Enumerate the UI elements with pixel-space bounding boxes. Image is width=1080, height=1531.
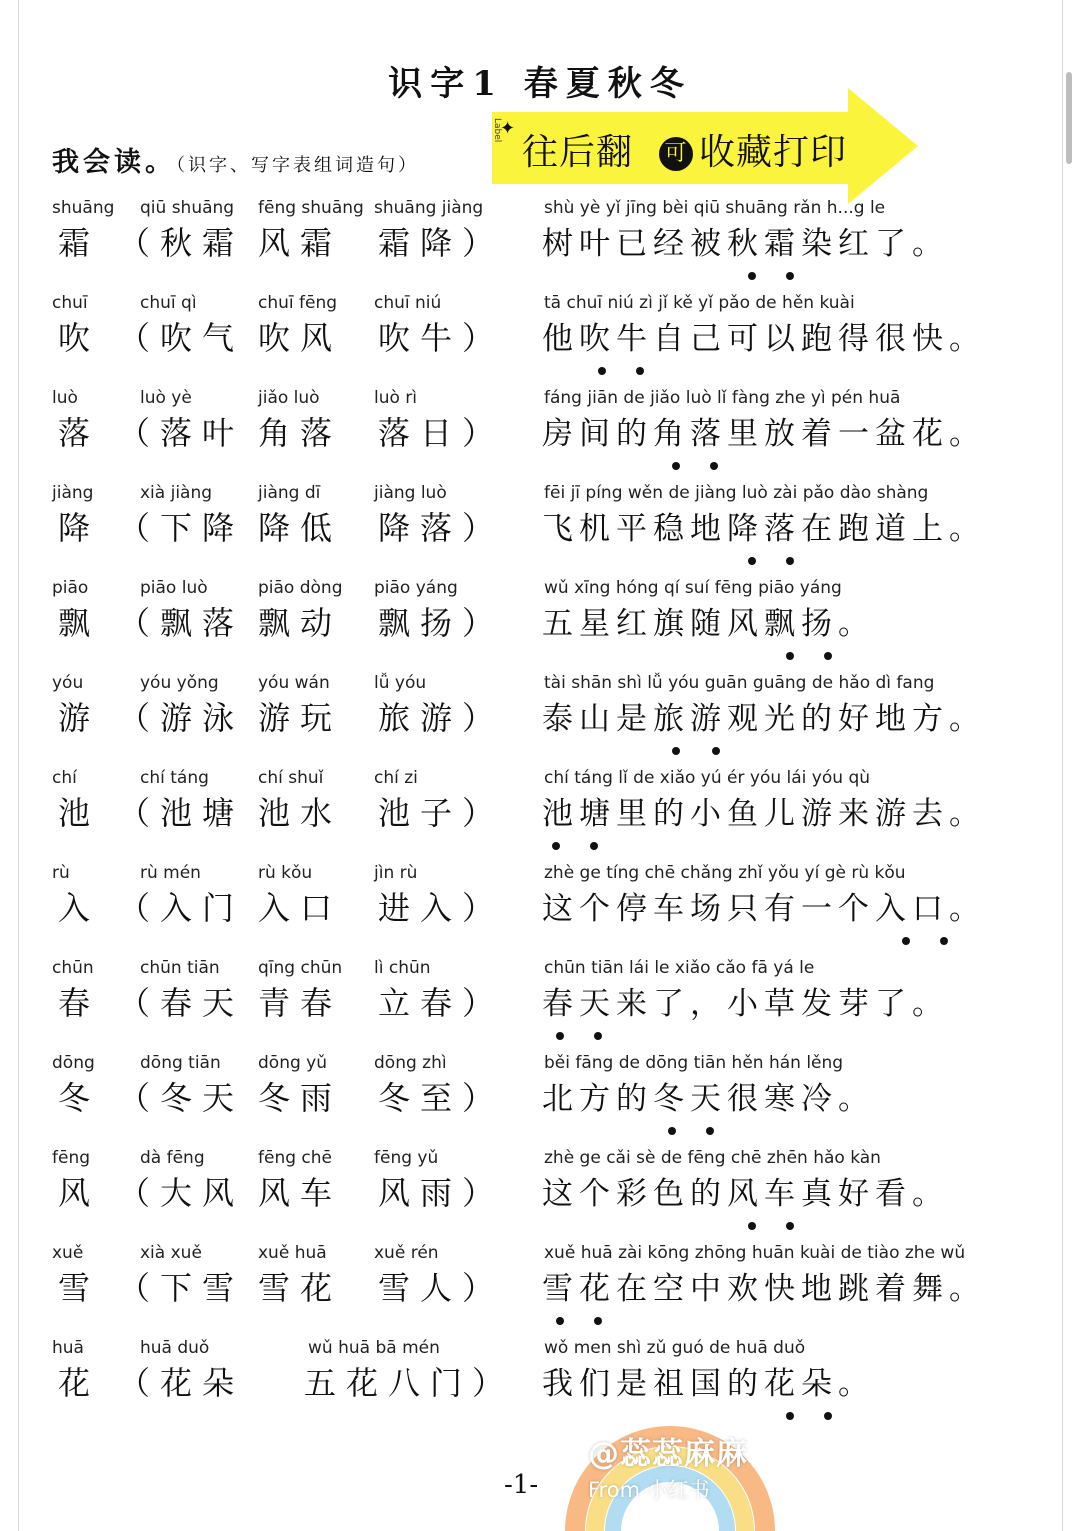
sentence-pinyin: běi fāng de dōng tiān hěn hán lěng	[544, 1053, 844, 1073]
word: 冬雨	[258, 1079, 343, 1117]
word: （游泳	[118, 699, 245, 737]
vocab-row	[0, 578, 1080, 670]
sentence-pinyin: zhè ge cǎi sè de fēng chē zhēn hǎo kàn	[544, 1148, 881, 1168]
target-character: 霜	[58, 224, 101, 262]
word-pinyin: chuī niú	[374, 293, 442, 313]
emphasis-dot	[786, 557, 794, 565]
sentence-pinyin: xuě huā zài kōng zhōng huān kuài de tiào zhe wǔ	[544, 1243, 966, 1263]
word: （大风	[118, 1174, 245, 1212]
banner-arrow-icon	[848, 88, 918, 204]
label-tag: Label	[492, 118, 502, 143]
word: 旅游）	[378, 699, 505, 737]
word: 飘动	[258, 604, 343, 642]
promo-banner[interactable]	[492, 88, 932, 204]
banner-text	[522, 124, 847, 175]
sentence-pinyin: chí táng lǐ de xiǎo yú ér yóu lái yóu qù	[544, 768, 871, 788]
word-pinyin: xià jiàng	[140, 483, 213, 503]
example-sentence: 五星红旗随风飘扬。	[542, 606, 875, 642]
emphasis-dot	[710, 462, 718, 470]
target-character: 风	[58, 1174, 101, 1212]
word: （飘落	[118, 604, 245, 642]
word-pinyin: qīng chūn	[258, 958, 343, 978]
vocab-row	[0, 1148, 1080, 1240]
word-pinyin: yóu yǒng	[140, 673, 219, 693]
target-character: 雪	[58, 1269, 101, 1307]
word: 风车	[258, 1174, 343, 1212]
emphasis-dot	[786, 652, 794, 660]
sentence-pinyin: fáng jiān de jiǎo luò lǐ fàng zhe yì pén huā	[544, 388, 901, 408]
word: （冬天	[118, 1079, 245, 1117]
emphasis-dot	[712, 747, 720, 755]
word: 吹风	[258, 319, 343, 357]
watermark-source: From 小红书	[588, 1478, 710, 1502]
word-pinyin: luò rì	[374, 388, 418, 408]
target-character: 游	[58, 699, 101, 737]
word: （春天	[118, 984, 245, 1022]
vocab-row	[0, 198, 1080, 290]
word: （下雪	[118, 1269, 245, 1307]
char-pinyin: chuī	[52, 293, 88, 313]
word-pinyin: dōng tiān	[140, 1053, 221, 1073]
sentence-pinyin: shù yè yǐ jīng bèi qiū shuāng rǎn h...g le	[544, 198, 886, 218]
word-pinyin: huā duǒ	[140, 1338, 210, 1358]
sentence-pinyin: zhè ge tíng chē chǎng zhǐ yǒu yí gè rù kǒu	[544, 863, 906, 883]
emphasis-dot	[786, 1222, 794, 1230]
emphasis-dot	[556, 1317, 564, 1325]
emphasis-dot	[598, 367, 606, 375]
example-sentence: 泰山是旅游观光的好地方。	[542, 701, 986, 737]
page-title: 识字1 春夏秋冬	[388, 64, 692, 104]
vocab-row	[0, 673, 1080, 765]
example-sentence: 他吹牛自己可以跑得很快。	[542, 321, 986, 357]
word-pinyin: piāo dòng	[258, 578, 343, 598]
word-pinyin: chí zi	[374, 768, 418, 788]
emphasis-dot	[594, 1317, 602, 1325]
word: （秋霜	[118, 224, 245, 262]
emphasis-dot	[672, 462, 680, 470]
banner-text-part1: 往后翻	[522, 132, 634, 173]
word-pinyin: chí táng	[140, 768, 209, 788]
word: 五花八门）	[304, 1364, 515, 1402]
section-heading	[52, 140, 419, 179]
example-sentence: 树叶已经被秋霜染红了。	[542, 226, 949, 262]
example-sentence: 北方的冬天很寒冷。	[542, 1081, 875, 1117]
example-sentence: 房间的角落里放着一盆花。	[542, 416, 986, 452]
vocab-row	[0, 1338, 1080, 1430]
emphasis-dot	[594, 1032, 602, 1040]
word-pinyin: dà fēng	[140, 1148, 205, 1168]
example-sentence: 雪花在空中欢快地跳着舞。	[542, 1271, 986, 1307]
cursor-crosshair-icon: ✦	[500, 118, 516, 139]
word-pinyin: dōng zhì	[374, 1053, 447, 1073]
word: （入门	[118, 889, 245, 927]
char-pinyin: dōng	[52, 1053, 95, 1073]
sentence-pinyin: tā chuī niú zì jǐ kě yǐ pǎo de hěn kuài	[544, 293, 855, 313]
vocab-row	[0, 483, 1080, 575]
word-pinyin: xuě huā	[258, 1243, 327, 1263]
char-pinyin: luò	[52, 388, 78, 408]
banner-text-part2: 收藏打印	[699, 132, 848, 173]
target-character: 吹	[58, 319, 101, 357]
word-pinyin: wǔ huā bā mén	[308, 1338, 440, 1358]
example-sentence: 这个彩色的风车真好看。	[542, 1176, 949, 1212]
emphasis-dot	[786, 272, 794, 280]
word: （吹气	[118, 319, 245, 357]
example-sentence: 这个停车场只有一个入口。	[542, 891, 986, 927]
word-pinyin: chuī fēng	[258, 293, 338, 313]
word-pinyin: xuě rén	[374, 1243, 439, 1263]
emphasis-dot	[672, 747, 680, 755]
word-pinyin: jiàng dī	[258, 483, 321, 503]
word: 青春	[258, 984, 343, 1022]
example-sentence: 飞机平稳地降落在跑道上。	[542, 511, 986, 547]
word: 入口	[258, 889, 343, 927]
char-pinyin: fēng	[52, 1148, 91, 1168]
word-pinyin: lì chūn	[374, 958, 431, 978]
vocab-row	[0, 1053, 1080, 1145]
word: 风霜	[258, 224, 343, 262]
emphasis-dot	[824, 1412, 832, 1420]
word: 池子）	[378, 794, 505, 832]
word: 吹牛）	[378, 319, 505, 357]
sentence-pinyin: fēi jī píng wěn de jiàng luò zài pǎo dào shàng	[544, 483, 929, 503]
emphasis-dot	[636, 367, 644, 375]
target-character: 春	[58, 984, 101, 1022]
word: 飘扬）	[378, 604, 505, 642]
emphasis-dot	[552, 842, 560, 850]
word: 降低	[258, 509, 343, 547]
vocab-row	[0, 863, 1080, 955]
word-pinyin: chí shuǐ	[258, 768, 324, 788]
word: 霜降）	[378, 224, 505, 262]
emphasis-dot	[556, 1032, 564, 1040]
char-pinyin: yóu	[52, 673, 84, 693]
word: （花朵	[118, 1364, 245, 1402]
char-pinyin: rù	[52, 863, 70, 883]
word: 降落）	[378, 509, 505, 547]
sentence-pinyin: chūn tiān lái le xiǎo cǎo fā yá le	[544, 958, 815, 978]
word-pinyin: xià xuě	[140, 1243, 202, 1263]
word: 立春）	[378, 984, 505, 1022]
word-pinyin: fēng chē	[258, 1148, 332, 1168]
word: （下降	[118, 509, 245, 547]
char-pinyin: huā	[52, 1338, 84, 1358]
emphasis-dot	[590, 842, 598, 850]
word-pinyin: rù kǒu	[258, 863, 313, 883]
section-heading-note: （识字、写字表组词造句）	[176, 155, 419, 176]
word: 雪花	[258, 1269, 343, 1307]
word-pinyin: luò yè	[140, 388, 192, 408]
word-pinyin: fēng shuāng	[258, 198, 364, 218]
section-heading-main: 我会读。	[52, 147, 176, 178]
target-character: 降	[58, 509, 101, 547]
word: 落日）	[378, 414, 505, 452]
ke-badge-icon: 可	[659, 137, 693, 171]
target-character: 池	[58, 794, 101, 832]
vocab-row	[0, 388, 1080, 480]
emphasis-dot	[706, 1127, 714, 1135]
char-pinyin: chí	[52, 768, 77, 788]
sentence-pinyin: wǔ xīng hóng qí suí fēng piāo yáng	[544, 578, 842, 598]
emphasis-dot	[940, 937, 948, 945]
example-sentence: 春天来了，小草发芽了。	[542, 986, 949, 1022]
word: 进入）	[378, 889, 505, 927]
emphasis-dot	[748, 557, 756, 565]
sentence-pinyin: tài shān shì lǚ yóu guān guāng de hǎo dì fang	[544, 673, 935, 693]
word-pinyin: jiǎo luò	[258, 388, 320, 408]
target-character: 花	[58, 1364, 101, 1402]
emphasis-dot	[786, 1412, 794, 1420]
word: （落叶	[118, 414, 245, 452]
word: 冬至）	[378, 1079, 505, 1117]
word-pinyin: piāo yáng	[374, 578, 458, 598]
word-pinyin: piāo luò	[140, 578, 208, 598]
word-pinyin: yóu wán	[258, 673, 330, 693]
word: 池水	[258, 794, 343, 832]
sentence-pinyin: wǒ men shì zǔ guó de huā duǒ	[544, 1338, 806, 1358]
word: （池塘	[118, 794, 245, 832]
word-pinyin: dōng yǔ	[258, 1053, 327, 1073]
emphasis-dot	[748, 1222, 756, 1230]
vocab-row	[0, 768, 1080, 860]
word-pinyin: chuī qì	[140, 293, 197, 313]
target-character: 落	[58, 414, 101, 452]
watermark-name: @蕊蕊麻麻	[588, 1436, 748, 1472]
page-number: -1-	[504, 1470, 539, 1500]
example-sentence: 池塘里的小鱼儿游来游去。	[542, 796, 986, 832]
target-character: 入	[58, 889, 101, 927]
char-pinyin: xuě	[52, 1243, 84, 1263]
emphasis-dot	[902, 937, 910, 945]
vocab-row	[0, 293, 1080, 385]
word-pinyin: jìn rù	[374, 863, 418, 883]
word: 游玩	[258, 699, 343, 737]
target-character: 飘	[58, 604, 101, 642]
word-pinyin: lǚ yóu	[374, 673, 427, 693]
vocab-row	[0, 1243, 1080, 1335]
word-pinyin: shuāng jiàng	[374, 198, 484, 218]
target-character: 冬	[58, 1079, 101, 1117]
emphasis-dot	[668, 1127, 676, 1135]
word-pinyin: qiū shuāng	[140, 198, 235, 218]
word: 雪人）	[378, 1269, 505, 1307]
emphasis-dot	[824, 652, 832, 660]
word-pinyin: chūn tiān	[140, 958, 220, 978]
word-pinyin: jiàng luò	[374, 483, 447, 503]
char-pinyin: shuāng	[52, 198, 115, 218]
word-pinyin: fēng yǔ	[374, 1148, 439, 1168]
word-pinyin: rù mén	[140, 863, 201, 883]
word: 风雨）	[378, 1174, 505, 1212]
emphasis-dot	[748, 272, 756, 280]
char-pinyin: chūn	[52, 958, 94, 978]
vocab-row	[0, 958, 1080, 1050]
example-sentence: 我们是祖国的花朵。	[542, 1366, 875, 1402]
char-pinyin: jiàng	[52, 483, 94, 503]
word: 角落	[258, 414, 343, 452]
char-pinyin: piāo	[52, 578, 89, 598]
